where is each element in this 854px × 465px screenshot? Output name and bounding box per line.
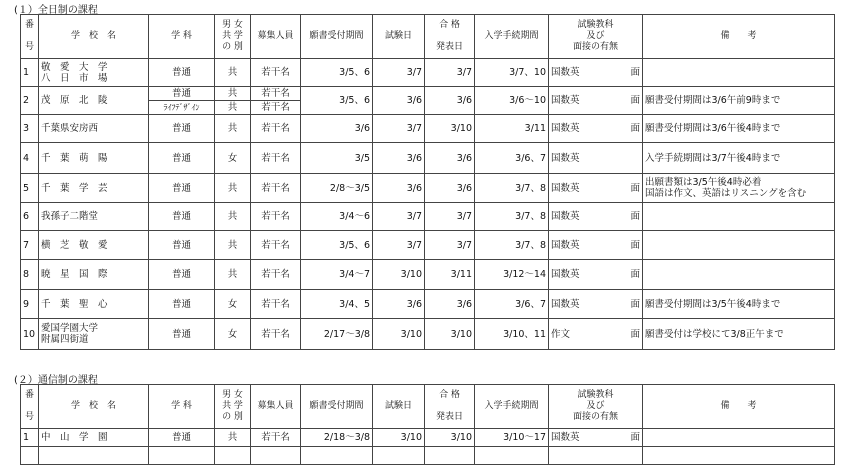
section-title-fulltime: (１）全日制の課程 — [14, 5, 98, 16]
dept: 普通 — [149, 143, 215, 174]
table-row — [21, 203, 835, 231]
table-row — [21, 429, 835, 447]
exam: 3/7 — [373, 231, 425, 260]
application: 3/5、6 — [301, 59, 373, 87]
result: 3/11 — [425, 260, 475, 290]
gender: 女 — [215, 319, 251, 350]
exam: 3/7 — [373, 203, 425, 231]
remarks — [643, 429, 835, 447]
row-num: 2 — [21, 87, 39, 115]
header-school: 学 校 名 — [39, 15, 149, 59]
remarks: 願書受付期間は3/6午後4時まで — [643, 115, 835, 143]
school-name: 中 山 学 園 — [39, 429, 149, 447]
row-num: 10 — [21, 319, 39, 350]
remarks-line2: 国語は作文、英語はリスニングを含む — [645, 188, 807, 199]
interview: 面 — [630, 239, 640, 251]
row-num: 4 — [21, 143, 39, 174]
enroll: 3/10～17 — [475, 429, 549, 447]
application: 3/4～6 — [301, 203, 373, 231]
remarks: 出願書類は3/5午後4時必着 — [645, 177, 762, 188]
result: 3/6 — [425, 290, 475, 319]
header-enroll: 入学手続期間 — [475, 15, 549, 59]
exam: 3/6 — [373, 174, 425, 203]
interview: 面 — [630, 182, 640, 194]
result: 3/10 — [425, 115, 475, 143]
gender: 共 — [215, 174, 251, 203]
enroll: 3/6、7 — [475, 290, 549, 319]
header-gender-3: の 別 — [222, 42, 243, 52]
application: 3/4～7 — [301, 260, 373, 290]
interview: 面 — [630, 298, 640, 310]
enroll: 3/7、10 — [475, 59, 549, 87]
header-subjects-3: 面接の有無 — [572, 412, 618, 422]
remarks: 入学手続期間は3/7午後4時まで — [643, 143, 835, 174]
dept: 普通 — [149, 203, 215, 231]
row-num: 6 — [21, 203, 39, 231]
table-row — [21, 87, 835, 101]
header-subjects-1: 試験教科 — [577, 390, 614, 400]
header-capacity: 募集人員 — [251, 385, 301, 429]
row-num: 5 — [21, 174, 39, 203]
remarks — [643, 203, 835, 231]
dept: 普通 — [149, 429, 215, 447]
dept-2: ﾗｲﾌﾃﾞｻﾞｲﾝ — [149, 101, 215, 115]
enroll: 3/10、11 — [475, 319, 549, 350]
result: 3/7 — [425, 231, 475, 260]
gender: 共 — [215, 429, 251, 447]
capacity: 若干名 — [251, 59, 301, 87]
exam: 3/6 — [373, 87, 425, 115]
table-row — [21, 290, 835, 319]
gender: 女 — [215, 290, 251, 319]
remarks: 願書受付期間は3/6午前9時まで — [643, 87, 835, 115]
gender: 共 — [215, 260, 251, 290]
exam: 3/10 — [373, 260, 425, 290]
interview: 面 — [630, 95, 640, 106]
row-num: 1 — [21, 59, 39, 87]
capacity: 若干名 — [251, 174, 301, 203]
header-num-2: 号 — [24, 412, 34, 422]
gender: 女 — [215, 143, 251, 174]
header-result-1: 合 格 — [439, 20, 460, 30]
exam: 3/6 — [373, 143, 425, 174]
application: 3/5、6 — [301, 87, 373, 115]
dept: 普通 — [149, 319, 215, 350]
gender: 共 — [215, 203, 251, 231]
capacity: 若干名 — [251, 231, 301, 260]
result: 3/10 — [425, 319, 475, 350]
header-subjects-3: 面接の有無 — [572, 42, 618, 52]
school-name: 千 葉 萌 陽 — [39, 143, 149, 174]
header-num-1: 番 — [24, 20, 34, 30]
application: 3/5 — [301, 143, 373, 174]
header-gender-1: 男 女 — [222, 20, 243, 30]
table-row — [21, 174, 835, 203]
dept: 普通 — [149, 260, 215, 290]
result: 3/10 — [425, 429, 475, 447]
subjects: 国数英 — [551, 298, 580, 310]
row-num: 8 — [21, 260, 39, 290]
dept: 普通 — [149, 59, 215, 87]
table-row — [21, 319, 835, 350]
enroll: 3/11 — [475, 115, 549, 143]
school-name: 我孫子二階堂 — [39, 203, 149, 231]
capacity: 若干名 — [251, 143, 301, 174]
capacity: 若干名 — [251, 429, 301, 447]
table-row — [21, 143, 835, 174]
table-row — [21, 59, 835, 87]
remarks: 願書受付は学校にて3/8正午まで — [643, 319, 835, 350]
capacity: 若干名 — [251, 290, 301, 319]
row-num: 9 — [21, 290, 39, 319]
header-gender-1: 男 女 — [222, 390, 243, 400]
gender-2: 共 — [215, 101, 251, 115]
header-exam: 試験日 — [373, 15, 425, 59]
school-name: 敬 愛 大 学 — [41, 61, 108, 73]
subjects: 国数英 — [551, 432, 580, 443]
subjects: 国数英 — [551, 269, 580, 280]
header-exam: 試験日 — [373, 385, 425, 429]
school-name: 横 芝 敬 愛 — [39, 231, 149, 260]
school-name-line2: 八 日 市 場 — [41, 72, 108, 84]
header-result-2: 発表日 — [435, 42, 463, 52]
header-dept: 学 科 — [149, 15, 215, 59]
header-num-1: 番 — [24, 390, 34, 400]
gender: 共 — [215, 59, 251, 87]
enroll: 3/7、8 — [475, 231, 549, 260]
exam: 3/6 — [373, 290, 425, 319]
exam: 3/7 — [373, 59, 425, 87]
header-row — [21, 385, 835, 429]
header-gender-3: の 別 — [222, 412, 243, 422]
enroll: 3/7、8 — [475, 174, 549, 203]
section-title-correspondence: (２）通信制の課程 — [14, 375, 98, 386]
application: 2/18～3/8 — [301, 429, 373, 447]
header-application: 願書受付期間 — [301, 385, 373, 429]
header-remarks: 備 考 — [643, 15, 835, 59]
header-subjects-2: 及び — [586, 31, 605, 41]
header-subjects-1: 試験教科 — [577, 20, 614, 30]
header-school: 学 校 名 — [39, 385, 149, 429]
header-remarks: 備 考 — [643, 385, 835, 429]
capacity: 若干名 — [251, 319, 301, 350]
enroll: 3/6、7 — [475, 143, 549, 174]
application: 2/8～3/5 — [301, 174, 373, 203]
subjects: 国数英 — [551, 95, 580, 106]
header-subjects-2: 及び — [586, 401, 605, 411]
header-gender-2: 共 学 — [222, 31, 243, 41]
subjects: 国数英 — [551, 123, 580, 134]
result: 3/6 — [425, 143, 475, 174]
school-name: 千葉県安房西 — [39, 115, 149, 143]
capacity: 若干名 — [251, 115, 301, 143]
table-row — [21, 231, 835, 260]
dept: 普通 — [149, 115, 215, 143]
remarks: 願書受付期間は3/5午後4時まで — [643, 290, 835, 319]
application: 3/6 — [301, 115, 373, 143]
header-result-2: 発表日 — [435, 412, 463, 422]
exam: 3/7 — [373, 115, 425, 143]
capacity-2: 若干名 — [251, 101, 301, 115]
table-row-empty — [21, 447, 835, 465]
enroll: 3/12～14 — [475, 260, 549, 290]
table-row — [21, 260, 835, 290]
capacity: 若干名 — [251, 203, 301, 231]
result: 3/7 — [425, 203, 475, 231]
result: 3/6 — [425, 87, 475, 115]
exam: 3/10 — [373, 319, 425, 350]
fulltime-table — [20, 14, 835, 350]
result: 3/6 — [425, 174, 475, 203]
dept: 普通 — [149, 174, 215, 203]
remarks — [643, 59, 835, 87]
subjects: 国数英 — [551, 182, 580, 194]
correspondence-table — [20, 384, 835, 465]
row-num: 3 — [21, 115, 39, 143]
gender: 共 — [215, 87, 251, 101]
capacity: 若干名 — [251, 87, 301, 101]
dept: 普通 — [149, 290, 215, 319]
subjects: 国数英 — [551, 211, 580, 222]
row-num: 7 — [21, 231, 39, 260]
interview: 面 — [630, 269, 640, 280]
dept: 普通 — [149, 231, 215, 260]
row-num: 1 — [21, 429, 39, 447]
subjects: 国数英 — [551, 239, 580, 251]
header-gender-2: 共 学 — [222, 401, 243, 411]
interview: 面 — [630, 67, 640, 78]
remarks — [643, 260, 835, 290]
enroll: 3/7、8 — [475, 203, 549, 231]
school-name-line2: 附属四街道 — [41, 334, 89, 345]
gender: 共 — [215, 231, 251, 260]
application: 2/17～3/8 — [301, 319, 373, 350]
dept: 普通 — [149, 87, 215, 101]
exam: 3/10 — [373, 429, 425, 447]
header-capacity: 募集人員 — [251, 15, 301, 59]
school-name: 愛国学園大学 — [41, 323, 99, 334]
header-result-1: 合 格 — [439, 390, 460, 400]
school-name: 茂 原 北 陵 — [39, 87, 149, 115]
gender: 共 — [215, 115, 251, 143]
header-num-2: 号 — [24, 42, 34, 52]
result: 3/7 — [425, 59, 475, 87]
header-row — [21, 15, 835, 59]
interview: 面 — [630, 328, 640, 340]
school-name: 千 葉 聖 心 — [39, 290, 149, 319]
header-enroll: 入学手続期間 — [475, 385, 549, 429]
remarks — [643, 231, 835, 260]
header-dept: 学 科 — [149, 385, 215, 429]
school-name: 千 葉 学 芸 — [39, 174, 149, 203]
table-row — [21, 115, 835, 143]
application: 3/4、5 — [301, 290, 373, 319]
capacity: 若干名 — [251, 260, 301, 290]
school-name: 暁 星 国 際 — [39, 260, 149, 290]
interview: 面 — [630, 432, 640, 443]
subjects: 国数英 — [551, 152, 580, 164]
enroll: 3/6～10 — [475, 87, 549, 115]
interview: 面 — [630, 211, 640, 222]
application: 3/5、6 — [301, 231, 373, 260]
header-application: 願書受付期間 — [301, 15, 373, 59]
interview: 面 — [630, 123, 640, 134]
subjects: 作文 — [551, 328, 571, 340]
subjects: 国数英 — [551, 67, 580, 78]
